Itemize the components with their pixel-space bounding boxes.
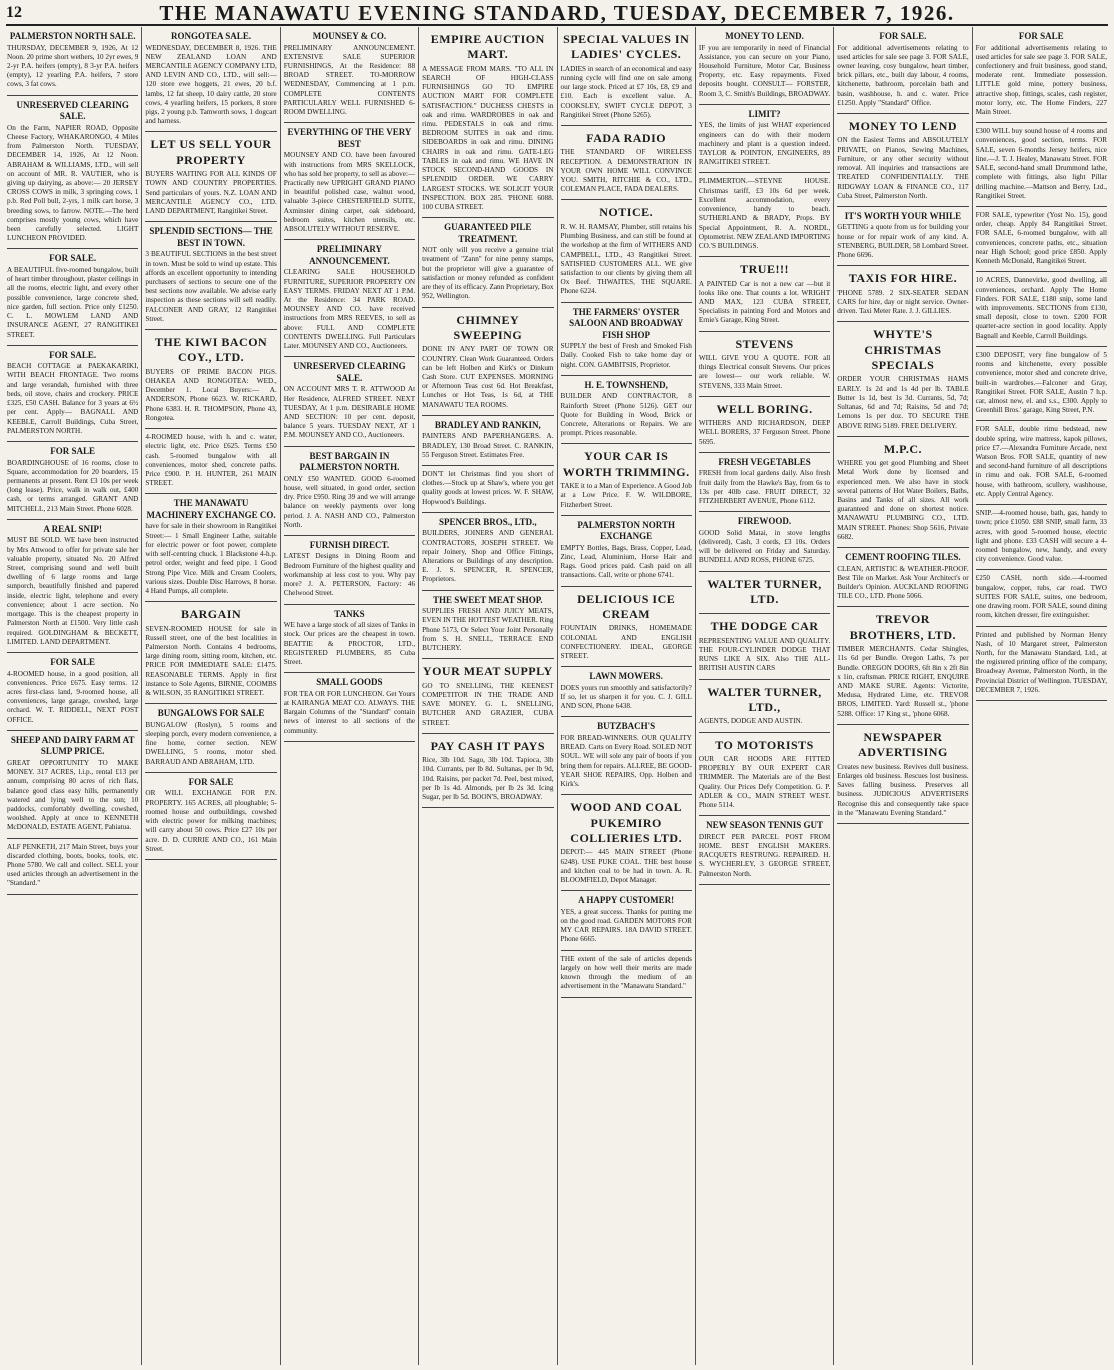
column-8 <box>973 27 1110 1365</box>
ad-headline: WALTER TURNER, LTD., <box>707 684 822 714</box>
ad-heading: FOR SALE <box>188 776 234 787</box>
advertisement <box>561 951 692 998</box>
ad-body-text: 'PHONE 5789. 2 SIX-SEATER SEDAN CARS for hire, day or night service. Owner-driven. Taxi Meter Rate. J. J. GILLIES. <box>837 288 969 316</box>
ad-headline: TO MOTORISTS <box>715 737 814 752</box>
advertisement <box>284 536 415 605</box>
advertisement <box>7 346 138 442</box>
ad-body-text: NOT only will you receive a genuine trial treatment of "Zann" for nine penny stamps, but the proprietor will give a guarantee of satisfaction or money refunded as confident are they of its efficacy. Zann Proprietary, Box 952, Wellington. <box>422 246 554 301</box>
ad-body-text: YES, the limits of just WHAT experienced engineers can do with their modern machinery and plant is a question indeed. TAYLOR & POINTON, ENGINEERS, 89 RANGITIKEI STREET. <box>698 121 831 167</box>
ad-body-text: GETTING a quote from us for building your house or for repair work of any kind. A. STENBERG, BUILDER, 58 Lombard Street. Phone 6696. <box>837 223 969 260</box>
ad-body-text: FOR BREAD-WINNERS. OUR QUALITY BREAD. Carts on Every Road. SOLED NOT SOUL. WE will sole any pair of boots if you bring them for repairs. ALLREE, BE GOOD-YEAR SHOE REPAIRS, Opp. Holben and Kirk's. <box>560 733 692 789</box>
advertisement <box>976 627 1107 702</box>
advertisement <box>561 27 692 126</box>
advertisement <box>284 673 415 742</box>
advertisement <box>976 570 1107 626</box>
ad-heading: NEW SEASON TENNIS GUT <box>706 820 824 831</box>
advertisement <box>699 397 830 453</box>
ad-body-text: THE STANDARD OF WIRELESS RECEPTION. A DEMONSTRATION IN YOUR OWN HOME WILL CONVINCE YOU. SMITH, RITCHIE & CO., LTD., COLEMAN PLACE, FADA DEALERS. <box>560 148 692 194</box>
ad-heading: THE SWEET MEAT SHOP. <box>432 594 543 605</box>
ad-heading: UNRESERVED CLEARING SALE. <box>16 99 129 122</box>
advertisement <box>976 27 1107 123</box>
column-6 <box>696 27 834 1365</box>
ad-heading: MONEY TO LEND. <box>725 31 804 41</box>
ad-headline: WELL BORING. <box>716 401 813 416</box>
ad-body-text: TIMBER MERCHANTS. Cedar Shingles, 11s 6d per Bundle. Oregon Laths, 7s per Bundle. OREGON DOORS, 6ft 8in x 2ft 8in x 1in, craftsman. PRICE RIGHT, ENQUIRE AND MAKE SURE. Agents: Victorite, Medusa, Hydrated Lime, etc. TREVOR BROS, LIMITED. Yard: Russell st., 'phone 5288. Office: 17 King st., 'phone 6068. <box>837 645 969 718</box>
advertisement <box>284 123 415 240</box>
advertisement <box>837 437 968 548</box>
ad-headline: NOTICE. <box>599 205 654 220</box>
advertisement <box>837 207 968 266</box>
advertisement <box>837 725 968 824</box>
advertisement <box>976 123 1107 207</box>
ad-body-text: ONLY £50 WANTED. GOOD 6-roomed house, well situated, in good order, section dry. Price £950. Ring 39 and we will arrange balance on weekly payments over long period. J. A. NASH AND CO., Palmerston North. <box>283 474 416 529</box>
advertisement <box>837 322 968 436</box>
ad-heading: FOR SALE <box>50 446 96 457</box>
advertisement <box>284 447 415 536</box>
advertisement <box>561 376 692 445</box>
advertisement <box>7 442 138 520</box>
ad-body-text: Creates new business. Revives dull business. Enlarges old business. Rescues lost business. Saves falling business. Preserves all business. JUDICIOUS ADVERTISERS Recognise this and consequently take space in the "Manawatu Evening Standard." <box>837 762 969 817</box>
ad-body-text: WE have a large stock of all sizes of Tanks in stock. Our prices are the cheapest in town. BEATTIE & PROCTOR, LTD., REGISTERED PLUMBERS, 85 Cuba Street. <box>283 621 416 666</box>
ad-body-text: SNIP.—4-roomed house, bath, gas, handy to town; price £1050. £88 SNIP, small farm, 33 acres, with good 5-roomed house, electric light and phone. £33 CASH will secure a 4-roomed bungalow, new, handy, and every city convenience. Good value. <box>975 509 1107 564</box>
advertisement <box>699 173 830 257</box>
ad-heading: PALMERSTON NORTH SALE. <box>9 31 136 41</box>
ad-body-text: BUILDER AND CONTRACTOR, 8 Rainforth Street (Phone 5126). GET our Quote for Building in Wood, Brick or Concrete, Alterations or Repairs. We are prompt. Prices reasonable. <box>560 392 692 438</box>
advertisement <box>561 516 692 587</box>
ad-body-text: For additional advertisements relating to used articles for sale see page 3. FOR SALE, owner leaving, cosy bungalow, heart timber, brick pillars, etc., built day labour, 4 rooms, kitchenette, bathroom, porcelain bath and basin, washhouse, h. and c. water. Price £1250. Apply "Standard" Office. <box>837 43 969 107</box>
ad-body-text: LADIES in search of an economical and easy running cycle will find one on sale among our large stock. Priced at £7 10s, £8, £9 and £10. Each is excellent value. A. COOKSLEY, SWIFT CYCLE DEPOT, 3 Rangitikei Street (Phone 5265). <box>560 64 692 119</box>
ad-body-text: Printed and published by Norman Henry Nash, of 10 Margaret street, Palmerston North, for the Manawatu Standard, Ltd., at the registered printing office of the company, Broadway Avenue, Palmerston North, in the Provincial District of Wellington. TUESDAY, DECEMBER 7, 1926. <box>975 630 1107 694</box>
ad-body-text: THURSDAY, DECEMBER 9, 1926, At 12 Noon. 20 prime short wethers, 10 2yr ewes, 9 2-yr P.A. heifers (empty), 8 3-yr P.A. heifers (empty), 12 yearling P.A. heifers, 7 store cows, 3 fat cows. <box>7 43 139 89</box>
advertisement <box>561 303 692 376</box>
ad-body-text: GREAT OPPORTUNITY TO MAKE MONEY. 317 ACRES, l.i.p., rental £13 per annum, comprising 80 acres of rich flats, balance good class easy hills, permanently watered and lying well to the sun; 10 paddocks, comfortably dwelling, cowshed, woolshed. Apply at once to KENNETH McDONALD, ESTATE AGENT, Pahiatua. <box>7 758 139 832</box>
ad-heading: TANKS <box>334 608 365 619</box>
ad-body-text: ORDER YOUR CHRISTMAS HAMS EARLY. 1s 2d and 1s 4d per lb. TABLE Butter 1s 1d, best 1s 3d. Currants, 5d, 7d; Sultanas, 6d and 7d; Raisins, 5d and 7d; Lemons 1s per doz. TO SECURE THE ABOVE RING 5189. FREE DELIVERY. <box>837 375 969 430</box>
advertisement <box>145 704 276 773</box>
advertisement <box>976 272 1107 347</box>
ad-body-text: DIRECT PER PARCEL POST FROM HOME. BEST ENGLISH MAKERS. RACQUETS RESTRUNG. REPAIRED. H. S. WYCHERLEY, 3 GEORGE STREET, Palmerston North. <box>698 832 831 878</box>
ad-body-text: ON ACCOUNT MRS T. R. ATTWOOD At Her Residence, ALFRED STREET. NEXT TUESDAY, At 1 p.m. DESIRABLE HOME AND SECTION: 10 per cent. deposit, balance 5 years. TUESDAY NEXT, AT 1 P.M. MOUNSEY AND CO., Auctioneers. <box>283 385 416 440</box>
ad-body-text: EMPTY Bottles, Bags, Brass, Copper, Lead, Zinc, Lead, Aluminium, Horse Hair and Rags. Good prices paid. Cash paid on all transactions. Call, write or phone 6741. <box>560 543 692 580</box>
ad-headline: STEVENS <box>735 336 794 351</box>
ad-body-text: BUNGALOW (Roslyn), 5 rooms and sleeping porch, every modern convenience, a fine home, corner section. NEW DWELLING, 5 rooms, motor shed. BARRAUD AND ABRAHAM, LTD. <box>145 720 277 766</box>
advertisement <box>7 839 138 895</box>
ad-heading: THE FARMERS' OYSTER SALOON AND BROADWAY FISH SHOP <box>569 306 684 340</box>
ad-body-text: IF you are temporarily in need of Financial Assistance, you can secure on your Piano, Household Furniture, Motor Car, Business Property, etc. Easy repayments. Fixed deposits bought. CONSULT— FORSTER, Room 3, C. Smith's Buildings, BROADWAY. <box>698 43 831 98</box>
advertisement <box>422 591 553 660</box>
advertisement <box>699 614 830 679</box>
advertisement <box>976 505 1107 570</box>
ad-body-text: 3 BEAUTIFUL SECTIONS in the best street in town. Must be sold to wind up estate. This affords an excellent opportunity to intending purchasers of sections to secure one of the best sections now available. We advise early inspection as these sections will sell readily. FALCONER AND GRAY, 12 Rangitikei Street. <box>145 250 277 323</box>
ad-headline: SPECIAL VALUES IN LADIES' CYCLES. <box>563 32 690 62</box>
advertisement <box>976 421 1107 505</box>
advertisement <box>699 257 830 331</box>
ad-body-text: BUILDERS, JOINERS AND GENERAL CONTRACTORS, JOSEPH STREET. We repair Joinery, Shop and Office Fittings, Alterations or Buildings of any description. E. J. S. SPENCER, R. SPENCER, Proprietors. <box>422 529 554 584</box>
advertisement <box>561 444 692 515</box>
advertisement <box>561 795 692 891</box>
ad-body-text: BEACH COTTAGE at PAEKAKARIKI, WITH BEACH FRONTAGE. Two rooms and large verandah, furnished with three beds, oil stove, chairs and crockery. PRICE £325, £50 CASH. Balance for 3 years at 6½ per cent. Apply— BAGNALL AND KEEBLE, Carroll Buildings, Cuba Street, PALMERSTON NORTH. <box>7 362 139 435</box>
ad-body-text: DEPOT:— 445 MAIN STREET (Phone 6248). USE PUKE COAL. THE best house and kitchen coal to be had in town. A. R. BLOOMFIELD, Depot Manager. <box>560 848 692 885</box>
column-7 <box>834 27 972 1365</box>
ad-heading: SPENCER BROS., LTD., <box>438 516 537 527</box>
advertisement <box>7 249 138 345</box>
ad-heading: FOR SALE <box>1018 31 1064 41</box>
advertisement <box>699 27 830 105</box>
advertisement <box>699 572 830 615</box>
ad-body-text: FOR SALE, typewriter (Yost No. 15), good order, cheap. Apply 84 Rangitikei Street. FOR SALE, 6-roomed bungalow, with all conveniences, concrete paths, etc., situation near High School; good price £850. Apply Kenneth McDonald, Rangitikei Street. <box>975 211 1107 266</box>
ad-heading: LIMIT? <box>748 108 781 119</box>
ad-headline: WALTER TURNER, LTD. <box>707 576 822 607</box>
ad-headline: WOOD AND COAL PUKEMIRO COLLIERIES LTD. <box>570 800 683 845</box>
ad-body-text: 4-ROOMED house, in a good position, all conveniences. Price £675. Easy terms. 12 acres first-class land, 9-roomed house, all conveniences, large garage, cowshed, large orchard. W. T. RIDDELL, NEXT POST OFFICE. <box>7 669 139 724</box>
advertisement <box>976 347 1107 422</box>
ad-headline: YOUR MEAT SUPPLY <box>422 664 553 679</box>
ad-body-text: SEVEN-ROOMED HOUSE for sale in Russell street, one of the best localities in Palmerston North. Contains 4 bedrooms, large dining room, sitting room, kitchen, etc. PRICE FOR IMMEDIATE SALE: £1475. REASONABLE TERMS. Apply in first instance to Sole Agents, BIRNIE, COOMBS & WILSON, 35 RANGITIKEI STREET. <box>145 624 277 698</box>
ad-body-text: FOR SALE, double rimu bedstead, new double spring, wire mattress, kapok pillows, price £7.—Alexandra Furniture Arcade, next Watson Bros. FOR SALE, quantity of new and second-hand furniture of all descriptions in rimu and oak. FOR SALE, 6-roomed house, with bathroom, scullery, washhouse, etc. Apply Central Agency. <box>975 425 1107 498</box>
advertisement <box>699 680 830 733</box>
ad-heading: PALMERSTON NORTH EXCHANGE <box>577 519 675 542</box>
ad-body-text: WITHERS AND RICHARDSON, DEEP WELL BORERS, 37 Ferguson Street. Phone 5695. <box>698 419 831 446</box>
ad-heading: SPLENDID SECTIONS— THE BEST IN TOWN. <box>149 226 273 248</box>
ad-body-text: ALF PENKETH, 217 Main Street, buys your discarded clothing, boots, books, tools, etc. Phone 5780. We call and collect. SELL your used articles through an advertisement in the "Standard." <box>7 842 139 888</box>
ad-heading: FOR SALE. <box>879 31 927 41</box>
ad-headline: TAXIS FOR HIRE. <box>848 271 958 286</box>
ad-body-text: FRESH from local gardens daily. Also fresh fruit daily from the Hawke's Bay, from 6s to 13s per 40lb case. FRUIT DIRECT, 32 FITZHERBERT AVENUE, Phone 6112. <box>698 469 831 506</box>
ad-body-text: CLEAN, ARTISTIC & WEATHER-PROOF. Best Tile on Market. Ask Your Architect's or Builder's Opinion. AUCKLAND ROOFING TILE CO., LTD. Phone 5066. <box>837 564 969 601</box>
ad-heading: BUNGALOWS FOR SALE <box>157 708 265 719</box>
columns-container <box>4 27 1110 1365</box>
ad-headline: NEWSPAPER ADVERTISING <box>858 729 948 760</box>
advertisement <box>422 27 553 218</box>
ad-heading: GUARANTEED PILE TREATMENT. <box>444 222 532 244</box>
advertisement <box>284 357 415 446</box>
ad-body-text: MUST BE SOLD. WE have been instructed by Mrs Attwood to offer for private sale her valuable property, situated No. 20 Alfred Street, comprising sound and well built dwelling of 6 large rooms and large sunporch, beautifully finished and papered inside, electric light, telephone and every convenience; about 1 acre section. No mortgage. This is the cheapest property in Palmerston North at £1500. Very little cash required. GOLDINGHAM & BECKETT, LIMITED. LAND DEPARTMENT. <box>7 536 139 646</box>
ad-body-text: BUYERS WAITING FOR ALL KINDS OF TOWN AND COUNTRY PROPERTIES. Send particulars of yours. N.Z. LOAN AND MERCANTILE AGENCY CO., LTD. LAND DEPARTMENT, Rangitikei Street. <box>145 170 277 216</box>
ad-headline: TRUE!!! <box>740 262 789 277</box>
ad-heading: MOUNSEY & CO. <box>312 31 387 41</box>
ad-heading: PRELIMINARY ANNOUNCEMENT. <box>309 244 390 266</box>
ad-body-text: 10 ACRES, Dannevirke, good dwelling, all conveniences, orchard. Apply The Home Finders. FOR SALE, £180 snip, some land with improvements. SECTIONS from £130, small deposit, close to town. £200 FOR quarter-acre section in good locality. Apply Bagnall and Keeble, Carroll Buildings. <box>975 276 1107 340</box>
ad-body-text: TAKE it to a Man of Experience. A Good Job at a Low Price. F. W. WILDBORE, Fitzherbert Street. <box>560 482 692 509</box>
advertisement <box>145 494 276 602</box>
advertisement <box>837 607 968 724</box>
column-2 <box>142 27 280 1365</box>
ad-body-text: R. W. H. RAMSAY, Plumber, still retains his Plumbing Business, and can still be found at the workshop at the firm of WITHERS AND CAMPBELL, LTD., 43 Rangitikei Street. SATISFIED CUSTOMERS ALL. WE give satisfaction to our clients by giving them all Ox Beef. THWAITES, THE SQUARE. Phone 6224. <box>560 222 692 296</box>
ad-heading: BEST BARGAIN IN PALMERSTON NORTH. <box>299 450 400 473</box>
ad-heading: A REAL SNIP! <box>43 523 102 534</box>
advertisement <box>145 429 276 494</box>
ad-heading: UNRESERVED CLEARING SALE. <box>293 361 406 383</box>
advertisement <box>145 27 276 132</box>
advertisement <box>284 240 415 357</box>
ad-heading: IT'S WORTH YOUR WHILE <box>844 210 962 221</box>
advertisement <box>699 512 830 571</box>
ad-body-text: FOR TEA OR FOR LUNCHEON. Get Yours at KAIRANGA MEAT CO. ALWAYS. THE Bargain Columns of the "Standard" contain news of interest to all sections of the community. <box>283 689 416 735</box>
ad-heading: FURNISH DIRECT. <box>309 539 390 550</box>
advertisement <box>284 27 415 123</box>
ad-body-text: THE extent of the sale of articles depends largely on how well their merits are made known through the medium of an advertisement in the "Manawatu Standard." <box>560 954 692 991</box>
ad-headline: EMPIRE AUCTION MART. <box>430 32 545 62</box>
advertisement <box>561 126 692 200</box>
ad-headline: M.P.C. <box>883 441 923 456</box>
ad-body-text: DON'T let Christmas find you short of clothes.—Stock up at Shaw's, where you get quality goods at lowest prices. W. F. SHAW, Hopwood's Buildings. <box>422 469 554 506</box>
ad-heading: SMALL GOODS <box>316 677 383 688</box>
ad-body-text: BOARDINGHOUSE of 16 rooms, close to Square, accommodation for 20 boarders, 15 permanents at present. Rent £3 10s per week (long lease). Price, walk in walk out, £400 cash, or terms arranged. GRANT AND MITCHELL, 213 Main Street. Phone 6028. <box>7 458 139 513</box>
ad-heading: FOR SALE. <box>49 253 97 264</box>
ad-headline: MONEY TO LEND <box>848 119 958 134</box>
ad-body-text: Rice, 3lb 10d. Sago, 3lb 10d. Tapioca, 3lb 10d. Currants, per lb 8d. Sultanas, per lb 9d, 10d. Raisins, per packet 7d. Peel, best mixed, per lb 1s 4d. Almonds, per lb 2s 3d. Icing Sugar, per lb 5d. BOON'S, BROADWAY. <box>422 756 554 801</box>
advertisement <box>561 717 692 795</box>
ad-heading: FOR SALE. <box>49 349 97 360</box>
ad-headline: CHIMNEY SWEEPING <box>453 312 523 342</box>
ad-headline: BARGAIN <box>180 607 242 622</box>
ad-headline: TREVOR BROTHERS, LTD. <box>849 612 957 642</box>
ad-body-text: SUPPLIES FRESH AND JUICY MEATS, EVEN IN THE HOTTEST WEATHER. Ring Phone 5173, Or Select Your Joint Personally from S. H. SNELL, TERRACE END BUTCHERY. <box>422 607 554 653</box>
advertisement <box>145 602 276 704</box>
ad-body-text: GO TO SNELLING, THE KEENEST COMPETITOR IN THE TRADE AND SAVE MONEY. G. L. SNELLING, BUTCHER AND GRAZIER, CUBA STREET. <box>422 681 554 727</box>
advertisement <box>837 266 968 322</box>
ad-heading: A HAPPY CUSTOMER! <box>578 895 675 906</box>
ad-heading: FIREWOOD. <box>737 516 792 527</box>
advertisement <box>837 114 968 207</box>
advertisement <box>561 667 692 717</box>
ad-body-text: SUPPLY the best of Fresh and Smoked Fish Daily. Cooked Fish to take home day or night. CON. GAMBITSIS, Proprietor. <box>560 342 692 369</box>
ad-body-text: PLIMMERTON.—STEYNE HOUSE. Christmas tariff, £3 10s 6d per week. Excellent accommodation, every convenience, handy to beach. SUTHERLAND & BRADY, Props. BY Special Appointment, R. A. NORDL, Optometrist. NEW ZEALAND IMPORTING CO.'S BUILDINGS. <box>698 177 831 250</box>
ad-body-text: BUYERS OF PRIME BACON PIGS. OHAKEA AND RONGOTEA: WED., December 1. Local Buyers:— A. ANDERSON, Phone 6623. W. RICKARD, Phone 6383. H. R. THOMPSON, Phone 43, Rongotea. <box>145 367 277 422</box>
ad-heading: CEMENT ROOFING TILES. <box>845 552 961 563</box>
advertisement <box>7 653 138 731</box>
ad-body-text: £300 WILL buy sound house of 4 rooms and conveniences, good section, terms. FOR SALE, seven 6-months Jersey heifers, nice line.—J. T. J. Healey, Manawatu Street. FOR SALE, second-hand small Drummond lathe, complete with fittings, also light Pillar drilling machine.—Mattson and Berry, Ltd., Rangitikei Street. <box>975 127 1107 200</box>
ad-body-text: WEDNESDAY, DECEMBER 8, 1926. THE NEW ZEALAND LOAN AND MERCANTILE AGENCY COMPANY LTD, AND LEVIN AND CO., LTD., will sell:— 120 store ewe hoggets, 21 ewes, 20 b.f. lambs, 12 fat sheep, 10 dairy cattle, 20 store cows, 4 yearling heifers, 15 porkers, 8 store pigs, 2 young p.b. Tamworth sows, 1 dogcart and harness. <box>145 43 277 126</box>
ad-body-text: £250 CASH, north side.—4-roomed bungalow, copper, tubs, car road. TWO SUITES FOR SALE, suites, one bedroom, one drawing room. FOR SALE, sound dining room, kitchen dresser, fire extinguisher. <box>975 574 1107 620</box>
advertisement <box>7 520 138 653</box>
ad-heading: BUTZBACH'S <box>597 721 656 732</box>
advertisement <box>7 27 138 96</box>
advertisement <box>561 200 692 302</box>
advertisement <box>284 605 415 674</box>
ad-body-text: For additional advertisements relating to used articles for sale see page 3. FOR SALE, confectionery and fruit business, good stand, moderate rent. Immediate possession. LITTLE gold mine, pottery business, attractive shop, fittings, scales, cash register, motor lorry, etc. The Home Finders, 227 Main Street. <box>975 43 1107 117</box>
masthead <box>6 2 1108 26</box>
ad-body-text: ON the Easiest Terms and ABSOLUTELY PRIVATE, on Pianos, Sewing Machines, Furniture, or any other security without removal. All inquiries and transactions are TREATED CONFIDENTIALLY. THE RIDGWAY LOAN & FINANCE CO., 117 Cuba Street, Palmerston North. <box>837 136 969 200</box>
ad-headline: THE KIWI BACON COY., LTD. <box>154 335 268 365</box>
ad-heading: RONGOTEA SALE. <box>171 31 252 41</box>
advertisement <box>561 891 692 950</box>
advertisement <box>699 733 830 817</box>
ad-body-text: FOUNTAIN DRINKS, HOMEMADE COLONIAL AND ENGLISH CONFECTIONERY. IDEAL, GEORGE STREET. <box>560 624 692 661</box>
advertisement <box>699 453 830 512</box>
ad-body-text: 4-ROOMED house, with h. and c. water, electric light, etc. Price £625. Terms £50 cash. 5-roomed bungalow with all conveniences, motor shed, concrete paths. Price £900. P. H. HUNTER, 261 MAIN STREET. <box>145 433 277 488</box>
ad-body-text: WILL GIVE YOU A QUOTE. FOR all things Electrical consult Stevens. Our prices are lowest— our work reliable. W. STEVENS, 333 Main Street. <box>698 354 831 390</box>
ad-body-text: REPRESENTING VALUE AND QUALITY. THE FOUR-CYLINDER DODGE THAT RUNS LIKE A SIX. Also THE ALL-BRITISH AUSTIN CARS <box>698 636 831 673</box>
ad-body-text: OUR CAR HOODS ARE FITTED PROPERLY BY OUR EXPERT CAR TRIMMER. The Materials are of the Best Quality. Our Prices Defy Competition. G. P. ADLER & CO., MAIN STREET WEST. Phone 5114. <box>698 754 831 810</box>
ad-body-text: A MESSAGE FROM MARS. "TO ALL IN SEARCH OF HIGH-CLASS FURNISHINGS GO TO EMPIRE AUCTION MART FOR COMPLETE SATISFACTION." DUCHESS CHESTS in oak and rimu. WARDROBES in oak and rimu. PEDESTALS in oak and rimu. BEDROOM SUITES in oak and rimu. SIDEBOARDS in oak and rimu. DINING CHAIRS in oak and rimu. GATE-LEG TABLES in oak and rimu. WE HAVE IN STOCK SECOND-HAND GOODS IN SPLENDID ORDER. WE CARRY LARGEST STOCKS. WE SOLICIT YOUR INSPECTION. BOX 285. 'PHONE 6088. 100 CUBA STREET. <box>422 64 554 211</box>
ad-body-text: CLEARING SALE HOUSEHOLD FURNITURE, SUPERIOR PROPERTY ON EASY TERMS. FRIDAY NEXT AT 1 P.M. At the Residence: 34 PARK ROAD. MOUNSEY AND CO. have received instructions from MRS REEVES, to sell as above: FULL AND COMPLETE CONTENTS DWELLING. Full Particulars Later. MOUNSEY AND CO., Auctioneers. <box>283 268 416 351</box>
page-number: 12 <box>6 4 22 21</box>
column-3 <box>281 27 419 1365</box>
advertisement <box>422 416 553 466</box>
ad-headline: THE DODGE CAR <box>710 619 819 634</box>
ad-body-text: On the Farm, NAPIER ROAD, Opposite Cheese Factory, WHAKARONGO, 4 Miles from Palmerston North. TUESDAY, DECEMBER 14, 1926, At 12 Noon. ABRAHAM & WILLIAMS, LTD., will sell on account of MR. R. VAUTIER, who is giving up dairying, as above:— 20 JERSEY CROSS COWS in milk, 3 springing cows, 1 p.b. Red Poll bull, 2-yrs, 1 milk cart horse, 3 breeding sows, to farrow. NOTE.—The herd comprises mostly young cows, which have been carefully selected. LIGHT LUNCHEON PROVIDED. <box>7 123 139 243</box>
ad-body-text: AGENTS, DODGE AND AUSTIN. <box>698 717 803 726</box>
ad-body-text: MOUNSEY AND CO. have been favoured with instructions from MRS SKELLOCK, who has sold her property, to sell as above:— Practically new UPRIGHT GRAND PIANO in beautiful polished case, walnut wood, valuable 3-piece CHESTERFIELD SUITE, Axminster dining carpet, oak sideboard, bedroom suites, kitchen utensils, etc. ABSOLUTELY WITHOUT RESERVE. <box>283 151 416 234</box>
ad-heading: LAWN MOWERS. <box>589 671 663 682</box>
advertisement <box>145 132 276 222</box>
advertisement <box>422 466 553 513</box>
ad-body-text: PRELIMINARY ANNOUNCEMENT. EXTENSIVE SALE SUPERIOR FURNISHINGS, At the Residence: 88 BROAD STREET. TO-MORROW WEDNESDAY, Commencing at 1 p.m. COMPLETE CONTENTS PARTICULARLY WELL FURNISHED 6-ROOM DWELLING. <box>283 43 416 117</box>
advertisement <box>699 332 830 397</box>
ad-body-text: A BEAUTIFUL five-roomed bungalow, built of heart timber throughout, plaster ceilings in all the rooms, electric light, and every other possible convenience, large concrete shed, nice garden, full section. Price only £1250. C. L. MOWLEM LAND AND INSURANCE AGENT, 27 RANGITIKEI STREET. <box>7 266 139 339</box>
advertisement <box>145 222 276 330</box>
ad-heading: FOR SALE <box>50 656 96 667</box>
newspaper-title: THE MANAWATU EVENING STANDARD, TUESDAY, DECEMBER 7, 1926. <box>159 0 955 25</box>
advertisement <box>145 330 276 429</box>
ad-heading: H. E. TOWNSHEND, <box>584 379 668 390</box>
ad-headline: FADA RADIO <box>586 131 667 146</box>
advertisement <box>422 218 553 307</box>
ad-heading: FRESH VEGETABLES <box>718 456 811 467</box>
advertisement <box>561 587 692 668</box>
ad-heading: BRADLEY AND RANKIN, <box>434 419 541 430</box>
ad-headline: DELICIOUS ICE CREAM <box>577 591 676 622</box>
ad-headline: LET US SELL YOUR PROPERTY <box>150 137 272 167</box>
advertisement <box>422 308 553 416</box>
ad-body-text: £300 DEPOSIT, very fine bungalow of 5 rooms and kitchenette, every possible convenience, motor shed and concrete drive, built-in wardrobes.—Falconer and Gray, Rangitikei Street. FOR SALE, Austin 7 h.p. car, almost new, el. and s.s., £300. Apply to Greenhill Bros.' garage, King Street, P.N. <box>975 350 1107 415</box>
ad-body-text: GOOD Solid Matai, in stove lengths (delivered), Cash, 3 cords, £3 10s. Orders will be delivered on Friday and Saturday. BUNDELL AND ROSS, PHONE 6725. <box>698 528 831 565</box>
ad-heading: THE MANAWATU MACHINERY EXCHANGE CO. <box>146 498 276 520</box>
ad-body-text: DOES yours run smoothly and satisfactorily? If so, let us sharpen it for you. C. J. GILL AND SON, Phone 6438. <box>560 683 692 711</box>
ad-heading: EVERYTHING OF THE VERY BEST <box>287 127 412 149</box>
ad-headline: WHYTE'S CHRISTMAS SPECIALS <box>864 327 942 373</box>
ad-headline: YOUR CAR IS WORTH TRIMMING. <box>562 449 690 479</box>
advertisement <box>837 548 968 607</box>
advertisement <box>699 816 830 885</box>
ad-body-text: DONE IN ANY PART OF TOWN OR COUNTRY. Clean Work Guaranteed. Orders can be left Holben and Kirk's or Dinkum Cash Store. CUT EXPENSES. MORNING or Afternoon Teas cost 6d. Hot Breakfast, Lunches or Hot Teas, 1s 6d, at THE MANAWATU TEA ROOMS. <box>422 345 554 409</box>
ad-body-text: WHERE you get good Plumbing and Sheet Metal Work done by licensed and experienced men. We also have in stock several patterns of Hot Water Boilers, Baths, Basins and Tanks of all sizes. All work guaranteed and done on shortest notice. MANAWATU PLUMBING CO., LTD. MAIN STREET. Phones: Shop 5616, Private 6682. <box>837 459 969 541</box>
advertisement <box>976 207 1107 272</box>
advertisement <box>145 773 276 860</box>
column-5 <box>558 27 696 1365</box>
advertisement <box>837 27 968 114</box>
advertisement <box>422 659 553 733</box>
ad-body-text: LATEST Designs in Dining Room and Bedroom Furniture of the highest quality and workmanship at less cost to you. Why pay more? J. A. PETERSON, Factory: 46 Chelwood Street. <box>283 552 416 598</box>
ad-body-text: A PAINTED Car is not a new car —but it looks like one. That counts a lot. WRIGHT AND MAX, 123 CUBA STREET, Specialists in painting Ford and Motors and Ernie's Garage, King Street. <box>698 279 831 325</box>
ad-body-text: have for sale in their showroom in Rangitikei Street:— 1 Small Engineer Lathe, suitable for electric power or foot power, complete with self-centring chuck. 1 Blackstone 4-h.p. petrol order, weight and feed pipe. 1 Good Strong Pipe Vice. Milk and Cream Coolers, various sizes. Double Disc Harrows, 8 horse. 4 Hand Pumps, all complete. <box>145 522 277 595</box>
column-4 <box>419 27 557 1365</box>
ad-body-text: OR WILL EXCHANGE FOR P.N. PROPERTY. 165 ACRES, all ploughable; 5-roomed house and outbuildings, cowshed with electric power for milking machines; will carry about 50 cows. Price £27 10s per acre. D. D. CURRIE AND CO., 161 Main Street. <box>145 789 277 853</box>
advertisement <box>422 734 553 808</box>
advertisement <box>422 513 553 591</box>
column-1 <box>4 27 142 1365</box>
ad-body-text: PAINTERS AND PAPERHANGERS. A. BRADLEY, 130 Broad Street. C. RANKIN, 55 Ferguson Street. Estimates Free. <box>422 432 554 459</box>
advertisement <box>7 96 138 250</box>
advertisement <box>699 105 830 174</box>
ad-body-text: YES, a great success. Thanks for putting me on the good road. GARDEN MOTORS FOR MY CAR REPAIRS. 18A DAVID STREET. Phone 6665. <box>560 907 692 944</box>
advertisement <box>7 731 138 839</box>
ad-headline: PAY CASH IT PAYS <box>430 738 545 753</box>
ad-heading: SHEEP AND DAIRY FARM AT SLUMP PRICE. <box>10 734 135 757</box>
